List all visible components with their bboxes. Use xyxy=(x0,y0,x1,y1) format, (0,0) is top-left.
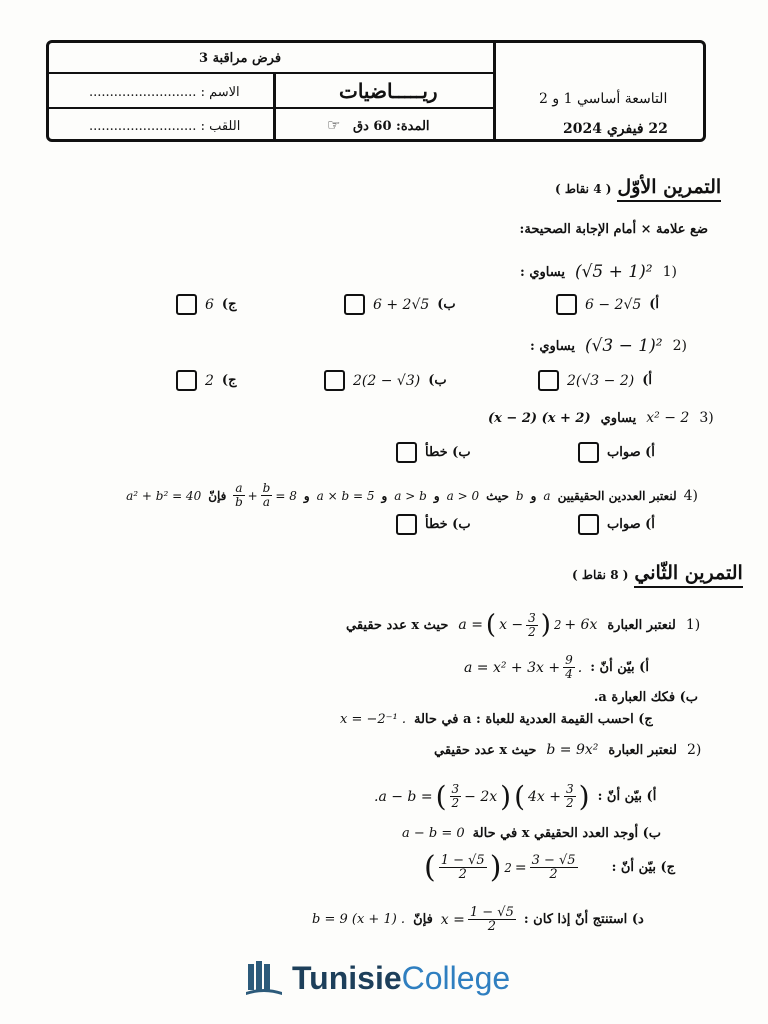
p1-sub-b: ب) فكك العبارة a. xyxy=(593,690,698,705)
q4-checkbox-true[interactable] xyxy=(578,514,599,535)
name-field: الاسم : .......................... xyxy=(89,85,240,100)
p2-sub-b: a − b = 0 ب) أوجد العدد الحقيقي x في حالة xyxy=(402,826,662,841)
q1-option-a: 6 − 2√5 أ) xyxy=(556,294,659,315)
q3-checkbox-false[interactable] xyxy=(396,442,417,463)
q1-equals: يساوي : xyxy=(520,264,565,280)
book-icon xyxy=(244,958,284,998)
ex1-title: التمرين الأوّل xyxy=(617,176,721,202)
q4-checkbox-false[interactable] xyxy=(396,514,417,535)
q1-num: 1) xyxy=(662,264,677,280)
brand-logo xyxy=(244,958,510,998)
q2-option-a: 2(√3 − 2) أ) xyxy=(538,370,652,391)
p2-sub-a: .a − b = ( $\frac{3}{2}$ − 2x ) ( 4x + $\frac{3}{2}$ ) أ) بيّن أنّ : xyxy=(374,780,657,813)
q2-stem: يساوي : (√3 − 1)² 2) xyxy=(530,336,687,356)
q2-checkbox-b[interactable] xyxy=(324,370,345,391)
p1-sub-c: x = −2⁻¹ . ج) احسب القيمة العددية للعباة : a في حالة xyxy=(340,712,653,727)
p1-expression: a = ( x − $\frac{3}{2}$ ) 2 + 6x xyxy=(458,610,598,640)
ex1-instruction: ضع علامة × أمام الإجابة الصحيحة: xyxy=(519,222,708,237)
pointing-hand-icon: ☞ xyxy=(327,116,341,134)
q3-stem: (x − 2) (x + 2) يساوي x² − 2 3) xyxy=(488,410,714,426)
brand-text-a: Tunisie xyxy=(292,959,402,996)
q2-option-c: 2 ج) xyxy=(176,370,236,391)
q1-stem xyxy=(520,262,677,282)
p2-sub-c: ( $\frac{1 - √5}{2}$ ) 2 = $\frac{3 - √5}{2}$ ج) بيّن أنّ : xyxy=(424,850,676,885)
q4-fraction-expr: $\frac{a}{b}$ + $\frac{b}{a}$ = 8 xyxy=(235,481,297,509)
q1-checkbox-a[interactable] xyxy=(556,294,577,315)
q3-false: ب) خطأ xyxy=(396,442,471,463)
surname-field: اللقب : .......................... xyxy=(89,119,241,134)
ex2-heading xyxy=(572,562,743,588)
q4-stem: 4) لنعتبر العددين الحقيقيين a و b حيث a > 0 و a > b و a × b = 5 و $\frac{a}{b}$ + $\frac{b}{a}$ = 8 فإنّ a² + b² = 40 xyxy=(126,481,698,509)
ex1-points: ( 4 نقاط ) xyxy=(555,182,612,196)
duration: المدة: 60 دق xyxy=(353,119,430,134)
p2-sub-d: b = 9 (x + 1) . فإنّ x = $\frac{1 - √5}{2}$ د) استنتج أنّ إذا كان : xyxy=(312,905,644,934)
p1-sub-a: a = x² + 3x + $\frac{9}{4}$ . أ) بيّن أنّ : xyxy=(464,653,649,681)
q1-option-b: 6 + 2√5 ب) xyxy=(344,294,456,315)
q1-option-c: 6 ج) xyxy=(176,294,236,315)
subject: ريـــــاضيات xyxy=(339,79,438,103)
p1-stem: حيث x عدد حقيقي a = ( x − $\frac{3}{2}$ ) 2 + 6x لنعتبر العبارة 1) xyxy=(346,610,701,640)
ex2-title: التمرين الثّاني xyxy=(634,562,742,588)
q1-checkbox-b[interactable] xyxy=(344,294,365,315)
q1-expr: (√5 + 1)² xyxy=(574,262,653,282)
p2-stem: حيث x عدد حقيقي b = 9x² لنعتبر العبارة 2) xyxy=(434,742,702,758)
q2-checkbox-a[interactable] xyxy=(538,370,559,391)
exam-title: فرض مراقبة 3 xyxy=(199,51,282,66)
q3-checkbox-true[interactable] xyxy=(578,442,599,463)
q4-true: أ) صواب xyxy=(578,514,655,535)
header-table xyxy=(46,40,706,142)
date: 22 فيفري 2024 xyxy=(563,121,668,137)
level: التاسعة أساسي 1 و 2 xyxy=(539,91,668,107)
q1-checkbox-c[interactable] xyxy=(176,294,197,315)
ex1-heading xyxy=(555,176,721,202)
q4-false: ب) خطأ xyxy=(396,514,471,535)
brand-text-b: College xyxy=(401,959,511,996)
q2-option-b: 2(2 − √3) ب) xyxy=(324,370,447,391)
q3-true: أ) صواب xyxy=(578,442,655,463)
q2-checkbox-c[interactable] xyxy=(176,370,197,391)
ex2-points: ( 8 نقاط ) xyxy=(572,568,629,582)
